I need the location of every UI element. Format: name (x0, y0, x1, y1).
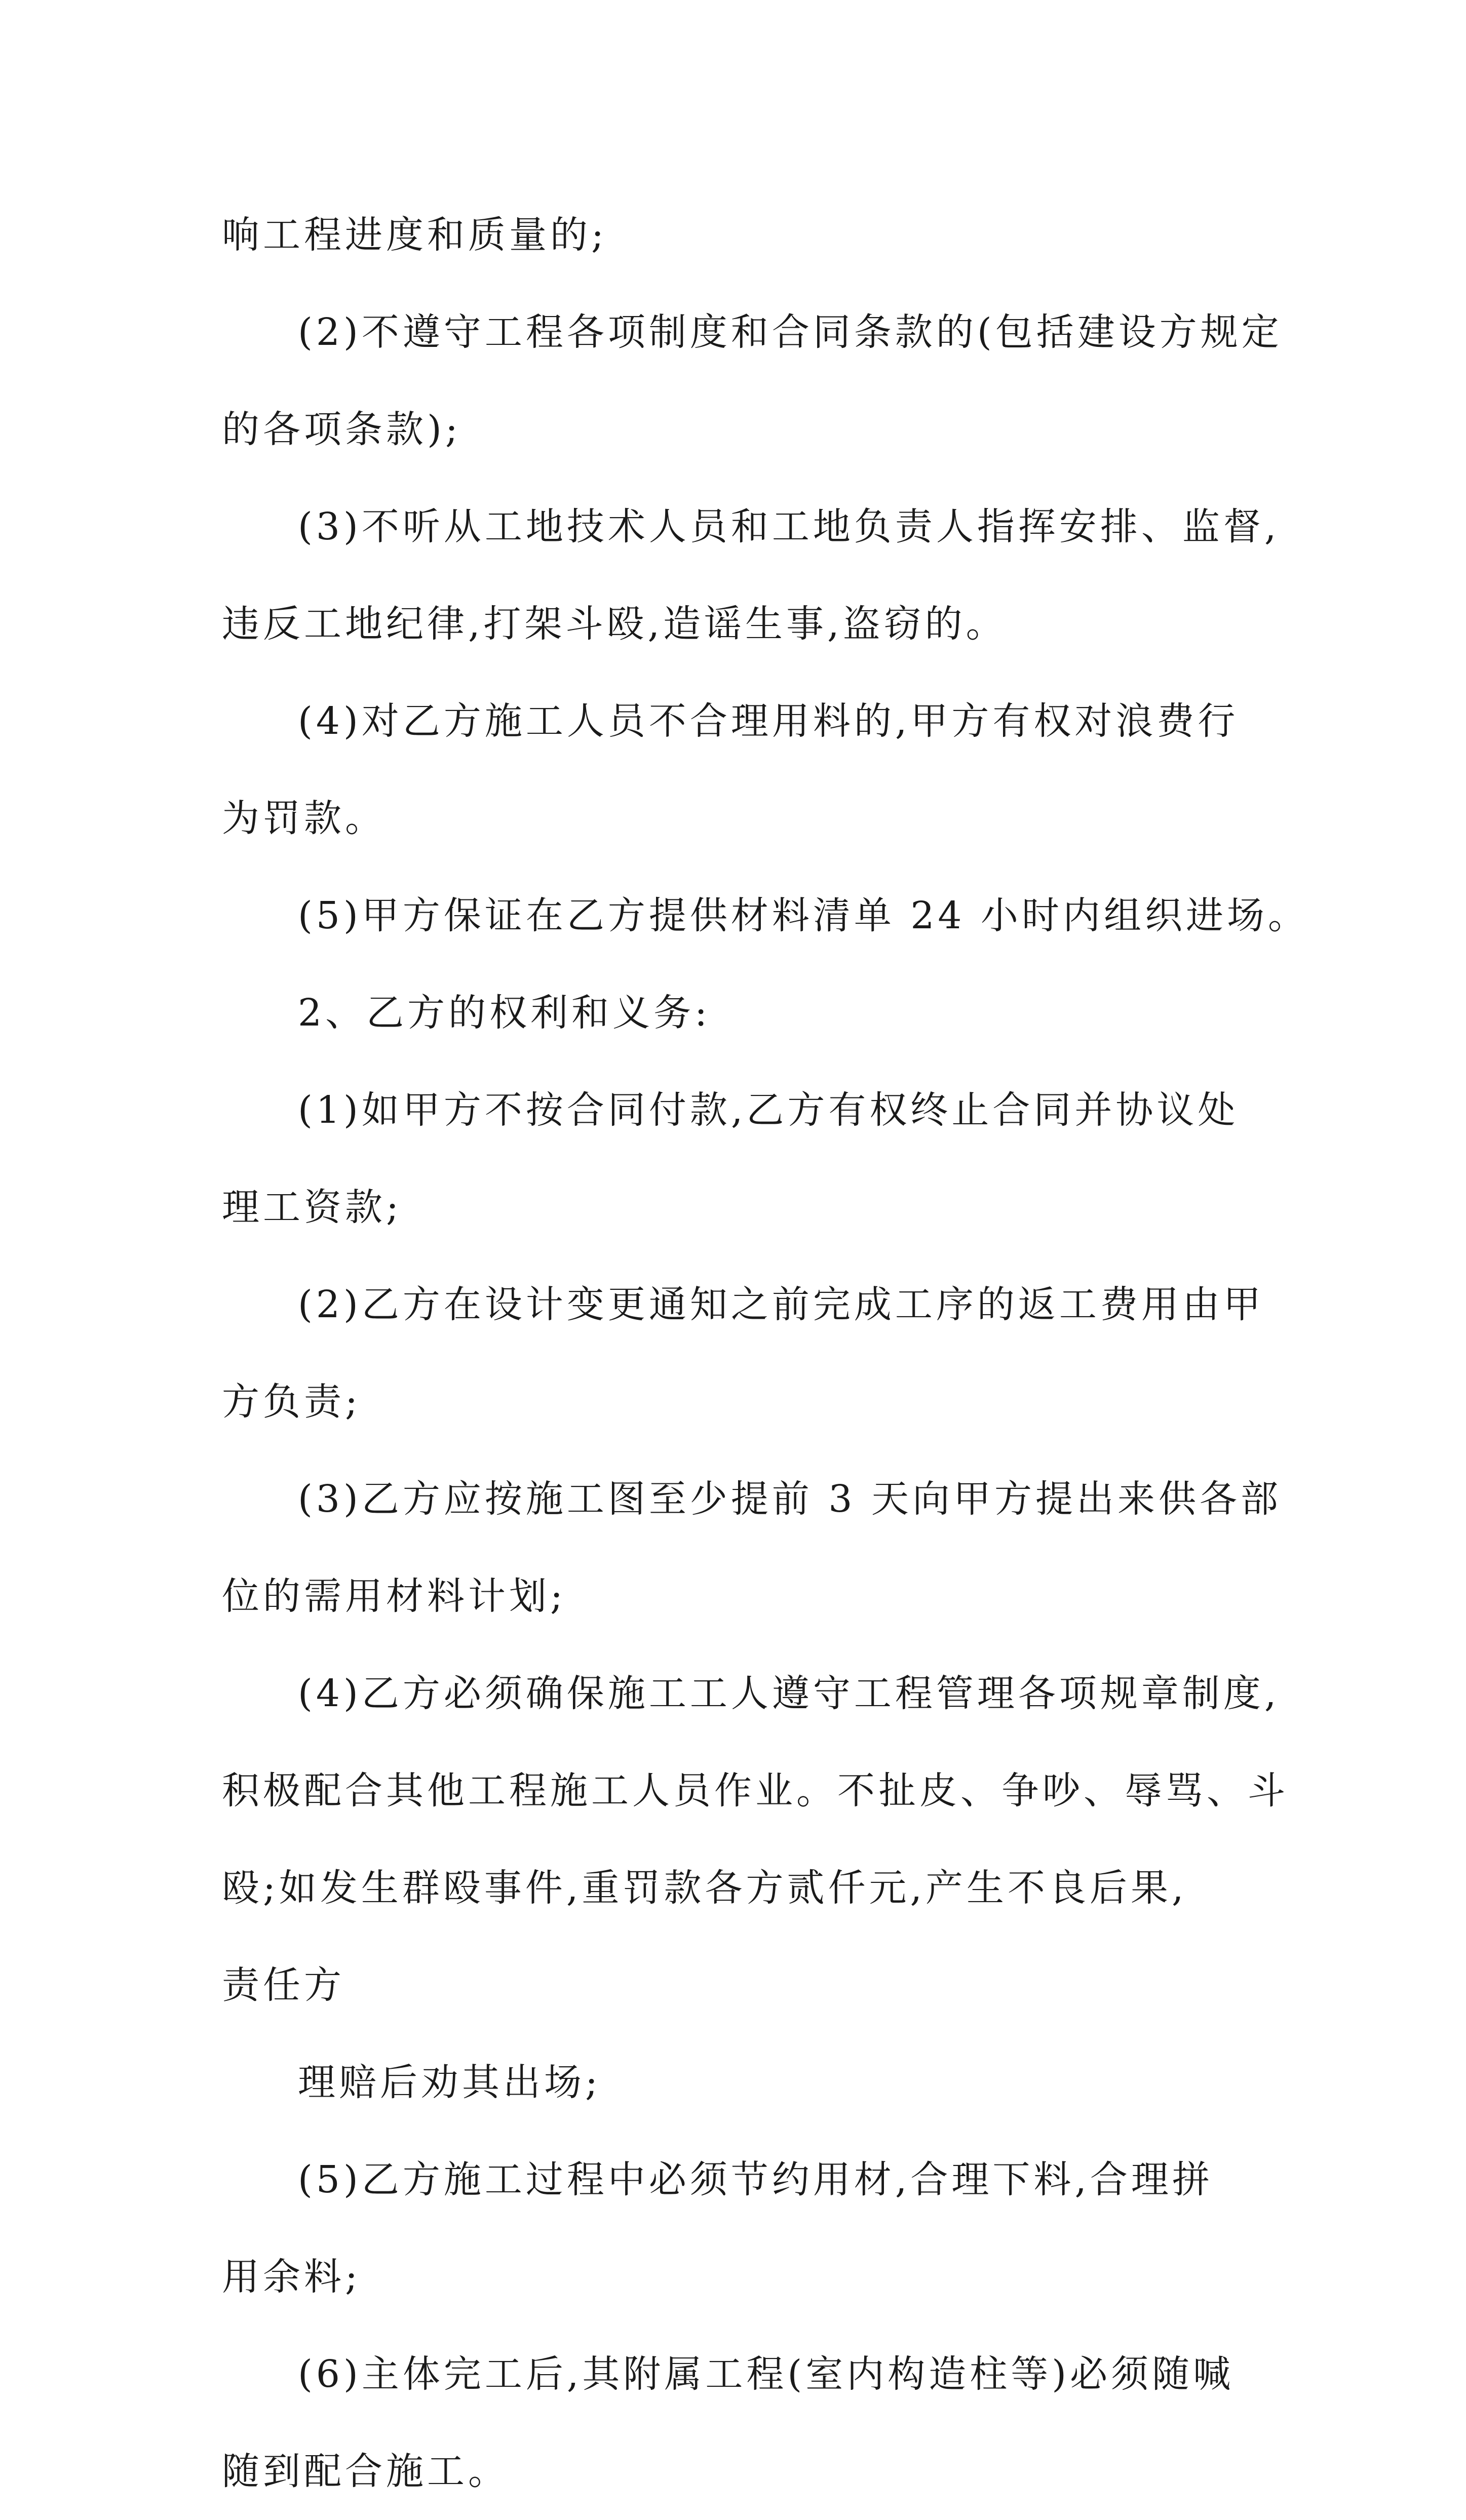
text-line: 积极配合其他工程施工人员作业。不扯皮、争吵、辱骂、斗 (222, 1769, 1289, 1813)
text-line: (5)乙方施工过程中必须节约用材,合理下料,合理拼 (298, 2158, 1213, 2201)
text-line: (3)不听从工地技术人员和工地负责人指挥安排、监督, (298, 505, 1280, 548)
text-line: 理赔后劝其出场; (298, 2061, 601, 2104)
text-line: (2)不遵守工程各项制度和合同条款的(包括建设方规定 (298, 310, 1283, 354)
text-line: (3)乙方应按施工图至少提前 3 天向甲方提出来供各部 (298, 1477, 1282, 1521)
text-line: 殴;如发生群殴事件,重罚款各方贰仟元,产生不良后果, (222, 1866, 1187, 1910)
text-line: 责任方 (222, 1963, 345, 2007)
section-heading: 2、乙方的权利和义务: (298, 991, 711, 1035)
text-line: (2)乙方在设计变更通知之前完成工序的返工费用由甲 (298, 1283, 1264, 1326)
text-line: (4)对乙方施工人员不合理用料的,甲方有权对浪费行 (298, 699, 1239, 743)
text-line: 违反工地纪律,打架斗殴,造谣生事,盗窃的。 (222, 602, 1007, 646)
text-line: (1)如甲方不按合同付款,乙方有权终止合同并协议处 (298, 1088, 1239, 1132)
text-line: 随到配合施工。 (222, 2450, 509, 2493)
text-line: 理工资款; (222, 1186, 402, 1229)
text-line: (6)主体完工后,其附属工程(室内构造柱等)必须随喊 (298, 2352, 1234, 2396)
text-line: 方负责; (222, 1380, 361, 1424)
text-line: 为罚款。 (222, 797, 386, 840)
text-line: (4)乙方必须确保施工工人遵守工程管理各项规章制度, (298, 1672, 1280, 1715)
text-line: 用余料; (222, 2255, 361, 2299)
text-line: 的各项条款); (222, 408, 461, 451)
text-line: 位的需用材料计划; (222, 1574, 566, 1618)
text-line: 响工程进度和质量的; (222, 213, 607, 257)
text-line: (5)甲方保证在乙方提供材料清单 24 小时内组织进场。 (298, 894, 1309, 937)
contract-text-body (222, 186, 1309, 2520)
